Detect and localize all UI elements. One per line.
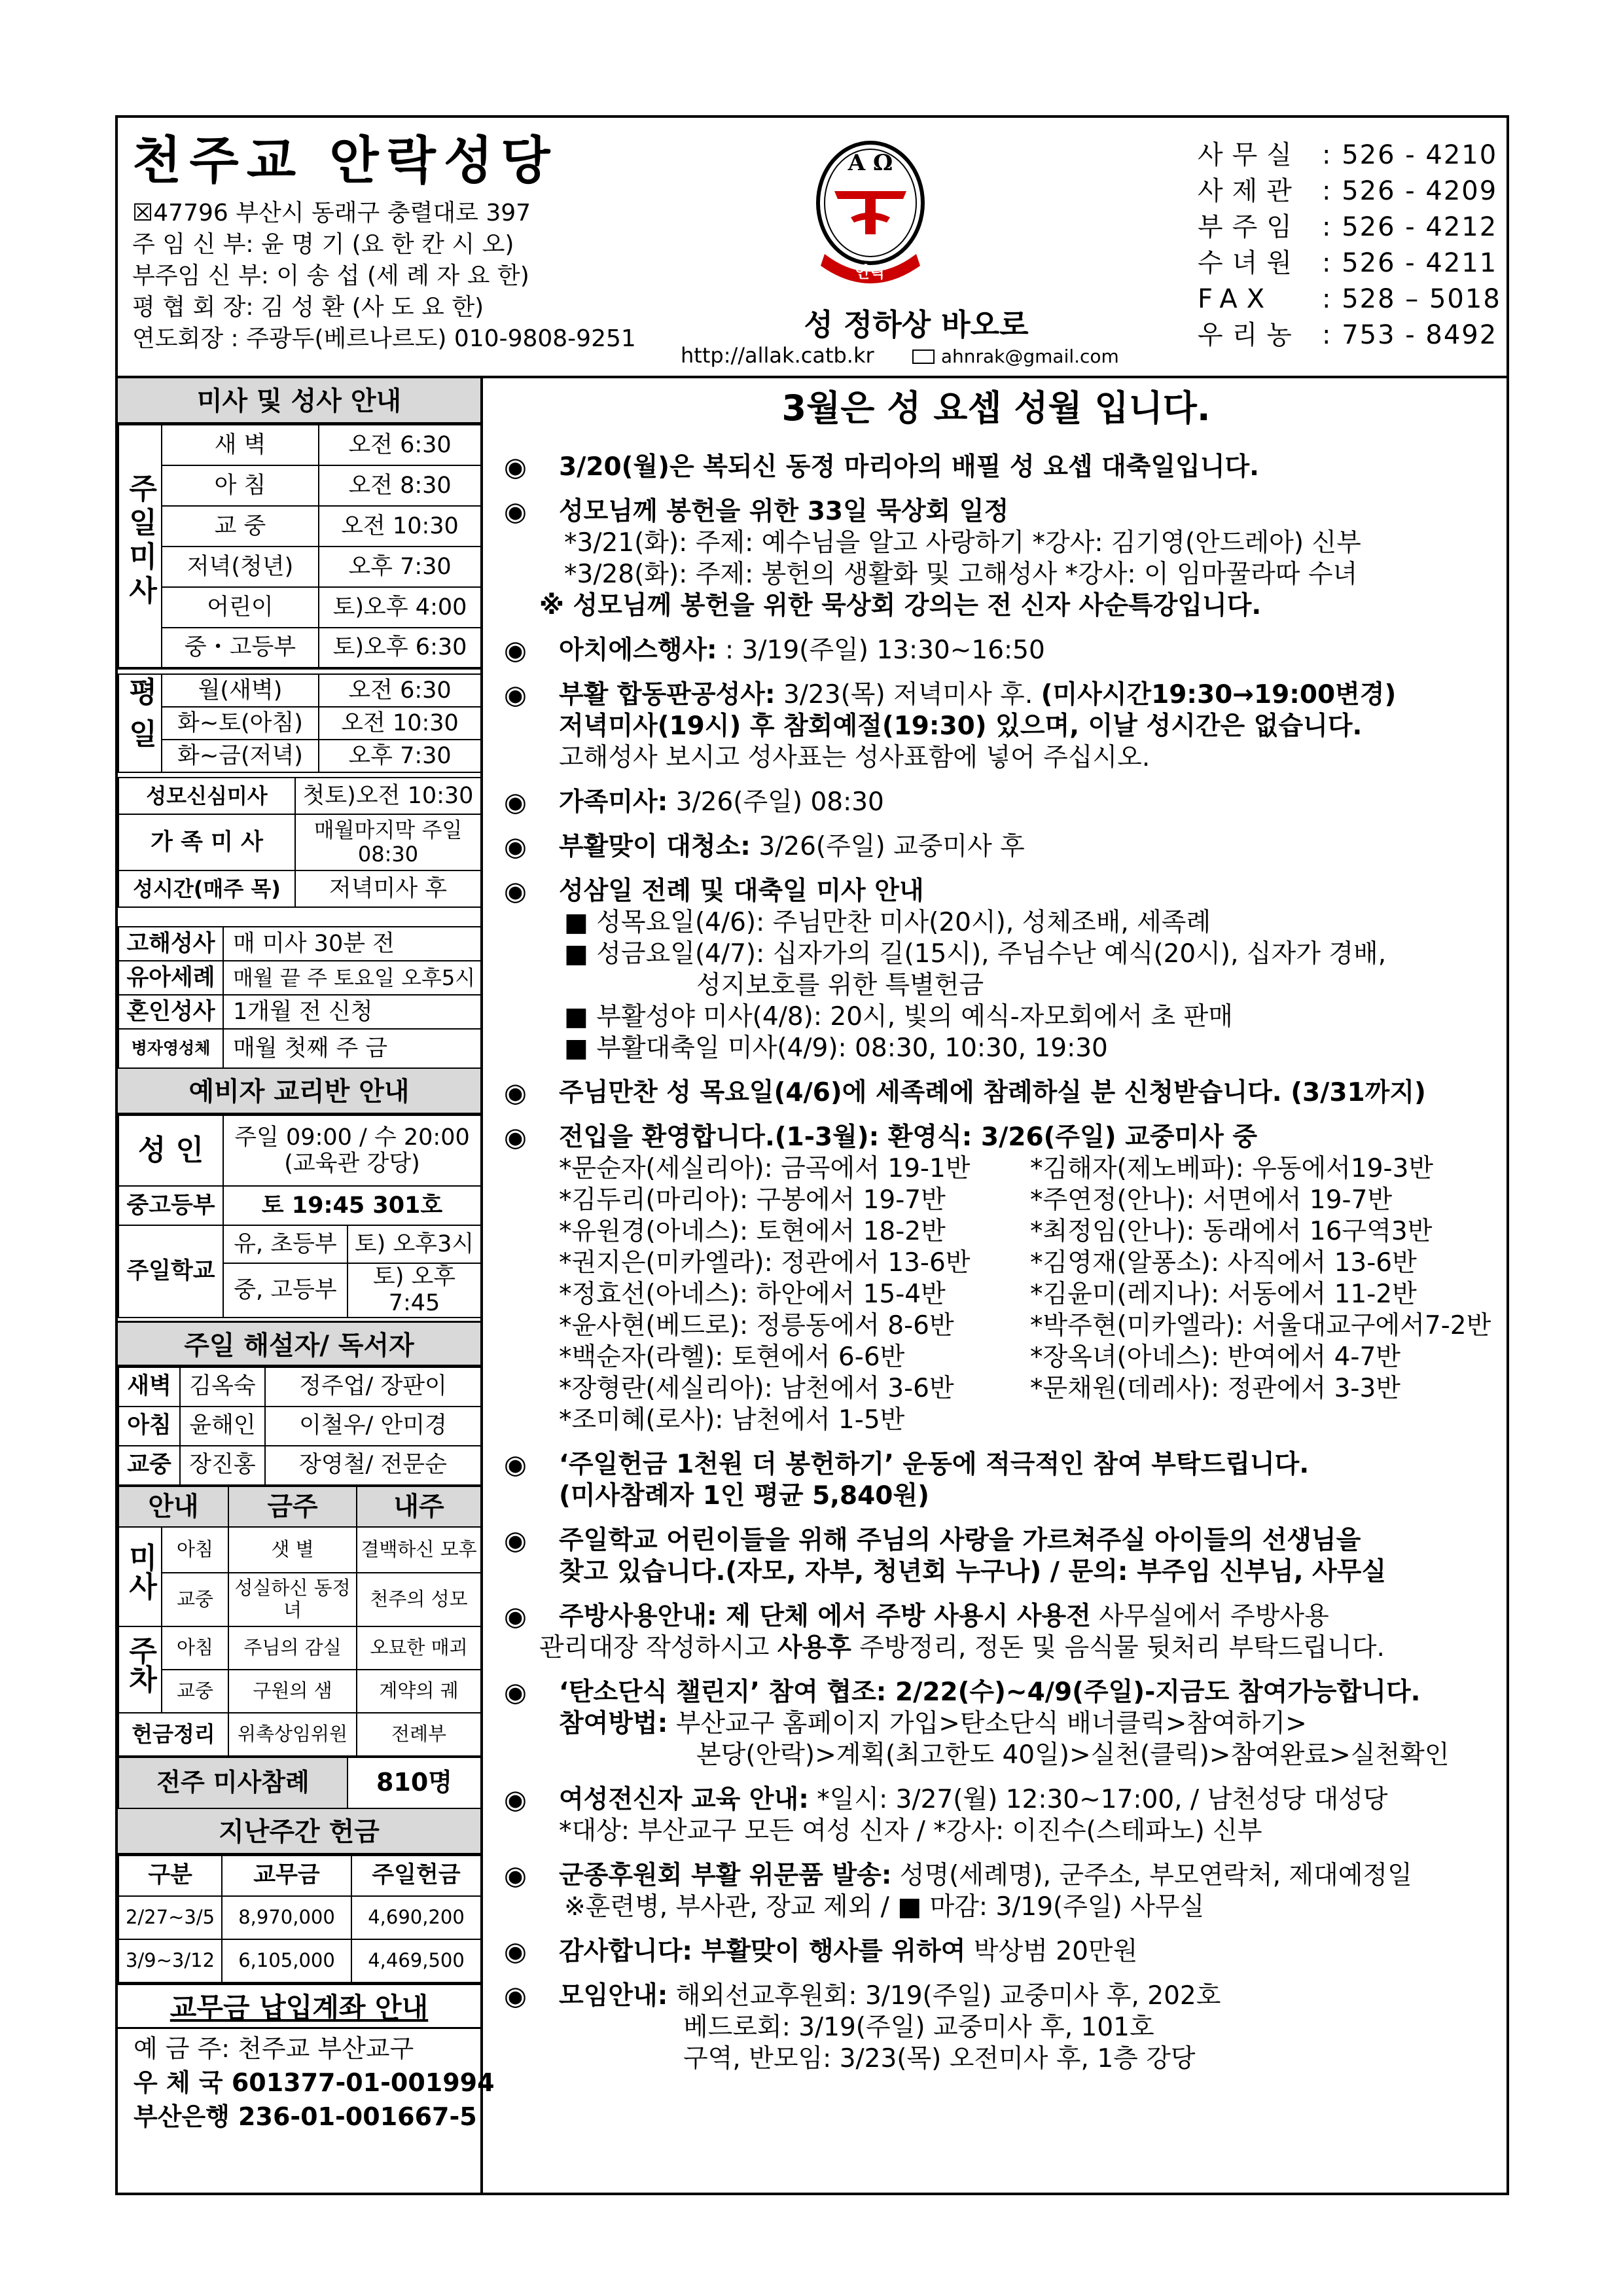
offering-duty-label: 헌금정리 bbox=[118, 1713, 228, 1756]
hymn-group-label: 미사 bbox=[118, 1527, 162, 1626]
contact-row: FAX : 528 – 5018 bbox=[1198, 284, 1501, 314]
mass-name: 교 중 bbox=[162, 506, 319, 547]
commentator: 장진홍 bbox=[180, 1446, 265, 1485]
hymn-this-week: 성실하신 동정녀 bbox=[228, 1573, 357, 1626]
newcomer-row bbox=[559, 1405, 1507, 1436]
hymn-header: 안내 bbox=[118, 1486, 228, 1527]
commentator: 김옥숙 bbox=[180, 1367, 265, 1407]
readers: 이철우/ 안미경 bbox=[265, 1407, 481, 1446]
staff-pastor: 주 임 신 부: 윤 명 기 (요 한 칸 시 오) bbox=[132, 231, 514, 258]
newcomer-left: *김두리(마리아): 구봉에서 19-7반 bbox=[559, 1185, 946, 1215]
svg-text:Α Ω: Α Ω bbox=[847, 150, 893, 176]
middle-value: 토 19:45 301호 bbox=[223, 1186, 481, 1225]
commentator: 윤해인 bbox=[180, 1407, 265, 1446]
commentator-table bbox=[118, 1367, 482, 1486]
newcomer-right: *최정임(안나): 동래에서 16구역3반 bbox=[1030, 1217, 1433, 1246]
newcomer-row bbox=[559, 1185, 1507, 1216]
mass-name: 새 벽 bbox=[162, 425, 319, 465]
newcomer-row bbox=[559, 1342, 1507, 1373]
offering-header: 교무금 bbox=[222, 1856, 351, 1896]
hymn-header: 내주 bbox=[357, 1486, 481, 1527]
mass-label: 아침 bbox=[118, 1407, 180, 1446]
special-mass-name: 성모신심미사 bbox=[118, 778, 295, 814]
newcomer-row bbox=[559, 1279, 1507, 1310]
sacrament-value: 매월 끝 주 토요일 오후5시 bbox=[223, 961, 481, 995]
adult-value: 주일 09:00 / 수 20:00 (교육관 강당) bbox=[223, 1115, 481, 1186]
notice-item: ◉ 주방사용안내: 제 단체 에서 주방 사용시 사용전 사무실에서 주방사용 관리대장 작성하시고 사용후 주방정리, 정돈 및 음식물 뒷처리 부탁드립니다. bbox=[499, 1601, 1507, 1664]
contact-row: 우리농 : 753 - 8492 bbox=[1198, 320, 1498, 350]
sunday-mass-label: 주일미사 bbox=[118, 425, 162, 668]
mass-name: 어린이 bbox=[162, 587, 319, 628]
account-line: 부산은행 236-01-001667-5 bbox=[134, 2102, 477, 2131]
newcomer-list bbox=[559, 1153, 1507, 1436]
notice-item: ◉ 부활 합동판공성사: 3/23(목) 저녁미사 후. (미사시간19:30→19:00변경) 저녁미사(19시) 후 참회예절(19:30) 있으며, 이날 성시간은 없습니다. 고해성사 보시고 성사표는 성사표함에 넣어 주십시오. bbox=[499, 679, 1507, 774]
readers: 장영철/ 전문순 bbox=[265, 1446, 481, 1485]
mass-time: 오전 6:30 bbox=[319, 674, 481, 707]
catechumen-title: 예비자 교리반 안내 bbox=[118, 1069, 480, 1115]
newcomer-right: *김해자(제노베파): 우동에서19-3반 bbox=[1030, 1154, 1434, 1183]
mass-name: 저녁(청년) bbox=[162, 547, 319, 587]
address: ☒47796 부산시 동래구 충렬대로 397 bbox=[132, 200, 531, 226]
notice-item: ◉ ‘주일헌금 1천원 더 봉헌하기’ 운동에 적극적인 참여 부탁드립니다. (미사참례자 1인 평균 5,840원) bbox=[499, 1449, 1507, 1512]
account-line: 예 금 주: 천주교 부산교구 bbox=[134, 2034, 414, 2063]
offering-table bbox=[118, 1855, 482, 1983]
staff-council: 평 협 회 장: 김 성 환 (사 도 요 한) bbox=[132, 294, 484, 321]
notice-item: ◉ 여성전신자 교육 안내: *일시: 3/27(월) 12:30~17:00, / 남천성당 대성당 *대상: 부산교구 모든 여성 신자 / *강사: 이진수(스테파노) 신부 bbox=[499, 1784, 1507, 1847]
mass-label: 교중 bbox=[118, 1446, 180, 1485]
special-mass-name: 가 족 미 사 bbox=[118, 814, 295, 870]
sacrament-name: 혼인성사 bbox=[118, 995, 223, 1029]
newcomer-right: *주연정(안나): 서면에서 19-7반 bbox=[1030, 1185, 1393, 1215]
sacrament-name: 고해성사 bbox=[118, 927, 223, 961]
newcomer-left: *조미혜(로사): 남천에서 1-5반 bbox=[559, 1405, 905, 1435]
header bbox=[118, 118, 1507, 378]
mass-time: 오전 8:30 bbox=[319, 465, 481, 506]
special-mass-time: 매월마지막 주일 08:30 bbox=[295, 814, 481, 870]
notice-item: ◉ 가족미사: 3/26(주일) 08:30 bbox=[499, 787, 1507, 818]
offering-sunday: 4,469,500 bbox=[351, 1939, 481, 1982]
sunday-school-label: 주일학교 bbox=[118, 1225, 223, 1318]
account-title: 교무금 납입계좌 안내 bbox=[118, 1983, 480, 2029]
hymn-this-week: 샛 별 bbox=[228, 1527, 357, 1573]
special-mass-name: 성시간(매주 목) bbox=[118, 870, 295, 907]
offering-dues: 8,970,000 bbox=[222, 1896, 351, 1939]
newcomer-right: *장옥녀(아네스): 반여에서 4-7반 bbox=[1030, 1342, 1400, 1372]
website-link[interactable]: http://allak.catb.kr bbox=[681, 343, 874, 368]
offering-dues: 6,105,000 bbox=[222, 1939, 351, 1982]
sunday-mass-table bbox=[118, 424, 482, 670]
catechumen-table bbox=[118, 1115, 482, 1318]
mass-schedule-title: 미사 및 성사 안내 bbox=[118, 378, 480, 424]
notice-item: ◉ 모임안내: 해외선교후원회: 3/19(주일) 교중미사 후, 202호 베드로회: 3/19(주일) 교중미사 후, 101호 구역, 반모임: 3/23(목) 오전미사 후, 1층 강당 bbox=[499, 1981, 1507, 2075]
contact-row: 부주임 : 526 - 4212 bbox=[1198, 212, 1498, 242]
school-group: 유, 초등부 bbox=[223, 1225, 348, 1263]
newcomer-right: *김윤미(레지나): 서동에서 11-2반 bbox=[1030, 1280, 1417, 1309]
special-mass-table bbox=[118, 777, 482, 908]
adult-label: 성 인 bbox=[118, 1115, 223, 1186]
mass-time: 오후 7:30 bbox=[319, 547, 481, 587]
mass-time: 오전 6:30 bbox=[319, 425, 481, 465]
notice-item: ◉ 3/20(월)은 복되신 동정 마리아의 배필 성 요셉 대축일입니다. bbox=[499, 452, 1507, 483]
hymn-mass: 아침 bbox=[162, 1527, 228, 1573]
parish-info bbox=[132, 130, 721, 355]
weekday-mass-label: 평일 bbox=[118, 674, 162, 772]
staff-assistant: 부주임 신 부: 이 송 섭 (세 례 자 요 한) bbox=[132, 262, 529, 289]
notices-title: 3월은 성 요셉 성월 입니다. bbox=[781, 387, 1211, 429]
bulletin-frame bbox=[115, 115, 1509, 2195]
attendance-label: 전주 미사참례 bbox=[118, 1757, 348, 1808]
notices-panel bbox=[486, 378, 1507, 2195]
notice-item: ◉ 군종후원회 부활 위문품 발송: 성명(세례명), 군주소, 부모연락처, 제대예정일 ※훈련병, 부사관, 장교 제외 / ■ 마감: 3/19(주일) 사무실 bbox=[499, 1860, 1507, 1923]
middle-label: 중고등부 bbox=[118, 1186, 223, 1225]
sacrament-value: 1개월 전 신청 bbox=[223, 995, 481, 1029]
mass-name: 아 침 bbox=[162, 465, 319, 506]
left-panel bbox=[118, 378, 495, 2195]
notice-item: ◉ 아치에스행사: : 3/19(주일) 13:30~16:50 bbox=[499, 635, 1507, 666]
school-time: 토) 오후7:45 bbox=[348, 1263, 481, 1318]
sacrament-value: 매 미사 30분 전 bbox=[223, 927, 481, 961]
offering-period: 3/9~3/12 bbox=[118, 1939, 222, 1982]
newcomer-left: *백순자(라헬): 토현에서 6-6반 bbox=[559, 1342, 905, 1372]
hymn-header: 금주 bbox=[228, 1486, 357, 1527]
newcomer-right: *문채원(데레사): 정관에서 3-3반 bbox=[1030, 1374, 1400, 1403]
mass-name: 화~토(아침) bbox=[162, 707, 319, 740]
notice-item: ◉ 성모님께 봉헌을 위한 33일 묵상회 일정 *3/21(화): 주제: 예수님을 알고 사랑하기 *강사: 김기영(안드레아) 신부 *3/28(화): 주제: 봉헌의 생활화 및 고해성사 *강사: 이 임마꿀라따 수녀 ※ 성모님께 봉헌을 위한 묵상회 강의는 전 신자 사순특강입니다. bbox=[499, 496, 1507, 622]
readers: 정주업/ 장판이 bbox=[265, 1367, 481, 1407]
hymn-mass: 교중 bbox=[162, 1670, 228, 1713]
account-line: 우 체 국 601377-01-001994 bbox=[134, 2068, 495, 2097]
special-mass-time: 첫토)오전 10:30 bbox=[295, 778, 481, 814]
offering-title: 지난주간 헌금 bbox=[118, 1809, 480, 1855]
newcomer-row bbox=[559, 1373, 1507, 1405]
hymn-this-week: 주님의 감실 bbox=[228, 1626, 357, 1670]
notice-item: ◉ 주님만찬 성 목요일(4/6)에 세족례에 참례하실 분 신청받습니다. (3/31까지) bbox=[499, 1077, 1507, 1109]
mass-name: 중・고등부 bbox=[162, 628, 319, 668]
offering-header: 구분 bbox=[118, 1856, 222, 1896]
weekday-mass-table bbox=[118, 673, 482, 773]
sacrament-table bbox=[118, 926, 482, 1069]
web-contact bbox=[681, 343, 1270, 368]
envelope-icon bbox=[912, 350, 935, 364]
newcomer-row bbox=[559, 1247, 1507, 1279]
hymn-mass: 교중 bbox=[162, 1573, 228, 1626]
parish-logo-icon bbox=[805, 126, 936, 302]
notice-item: ◉ 전입을 환영합니다.(1-3월): 환영식: 3/26(주일) 교중미사 중 *문순자(세실리아): 금곡에서 19-1반 *김해자(제노베파): 우동에서19-3반 *김두리(마리아): 구봉에서 19-7반 *주연정(안나): 서면에서 19-7반 *유원경(아네스): 토현에서 18-2반 *최정임(안나): 동래에서 16구역3반 *권지은(미카엘라): 정관에서 13-6반 *김영재(알퐁소): 사직에서 13-6반 *정효선(아네스): 하안에서 15-4반 *김윤미(레지나): 서동에서 11-2반 *윤사현(베드로): 정릉동에서 8-6반 *박주현(미카엘라): 서울대교구에서7-2반 *백순자(라헬): 토현에서 6-6반 *장옥녀(아네스): 반여에서 4-7반 *장형란(세실리아): 남천에서 3-6반 *문채원(데레사): 정관에서 3-3반 *조미혜(로사): 남천에서 1-5반 bbox=[499, 1122, 1507, 1436]
offering-period: 2/27~3/5 bbox=[118, 1896, 222, 1939]
newcomer-left: *유원경(아네스): 토현에서 18-2반 bbox=[559, 1217, 946, 1246]
newcomer-row bbox=[559, 1153, 1507, 1185]
contact-row: 수녀원 : 526 - 4211 bbox=[1198, 248, 1498, 278]
newcomer-left: *문순자(세실리아): 금곡에서 19-1반 bbox=[559, 1154, 971, 1183]
contact-row: 사무실 : 526 - 4210 bbox=[1198, 140, 1498, 170]
hymn-next-week: 천주의 성모 bbox=[357, 1573, 481, 1626]
notice-item: ◉ 성삼일 전례 및 대축일 미사 안내 ■ 성목요일(4/6): 주님만찬 미사(20시), 성체조배, 세족례 ■ 성금요일(4/7): 십자가의 길(15시), 주님수난 예식(20시), 십자가 경배, 성지보호를 위한 특별헌금 ■ 부활성야 미사(4/8): 20시, 빛의 예식-자모회에서 초 판매 ■ 부활대축일 미사(4/9): 08:30, 10:30, 19:30 bbox=[499, 876, 1507, 1064]
email-link[interactable]: ahnrak@gmail.com bbox=[940, 346, 1119, 367]
account-info bbox=[118, 2029, 495, 2134]
hymn-table bbox=[118, 1486, 482, 1757]
commentator-title: 주일 해설자/ 독서자 bbox=[118, 1321, 480, 1367]
mass-time: 오전 10:30 bbox=[319, 506, 481, 547]
newcomer-row bbox=[559, 1310, 1507, 1342]
phone-directory bbox=[1198, 137, 1505, 353]
hymn-next-week: 결백하신 모후 bbox=[357, 1527, 481, 1573]
offering-duty-this-week: 위촉상임위원 bbox=[228, 1713, 357, 1756]
patron-saint: 성 정하상 바오로 bbox=[804, 307, 1029, 342]
newcomer-left: *권지은(미카엘라): 정관에서 13-6반 bbox=[559, 1248, 971, 1278]
newcomer-right: *김영재(알퐁소): 사직에서 13-6반 bbox=[1030, 1248, 1417, 1278]
attendance-table bbox=[118, 1757, 482, 1809]
newcomer-row bbox=[559, 1216, 1507, 1247]
hymn-group-label: 주차 bbox=[118, 1626, 162, 1713]
mass-label: 새벽 bbox=[118, 1367, 180, 1407]
hymn-this-week: 구원의 샘 bbox=[228, 1670, 357, 1713]
sacrament-name: 병자영성체 bbox=[118, 1029, 223, 1068]
hymn-mass: 아침 bbox=[162, 1626, 228, 1670]
notice-item: ◉ ‘탄소단식 챌린지’ 참여 협조: 2/22(수)~4/9(주일)-지금도 참여가능합니다. 참여방법: 부산교구 홈페이지 가입>탄소단식 배너클릭>참여하기> 본당(안락)>계획(최고한도 40일)>실천(클릭)>참여완료>실천확인 bbox=[499, 1677, 1507, 1771]
mass-time: 오전 10:30 bbox=[319, 707, 481, 740]
contact-row: 사제관 : 526 - 4209 bbox=[1198, 176, 1498, 206]
hymn-next-week: 오묘한 매괴 bbox=[357, 1626, 481, 1670]
newcomer-left: *정효선(아네스): 하안에서 15-4반 bbox=[559, 1280, 946, 1309]
mass-time: 토)오후 4:00 bbox=[319, 587, 481, 628]
staff-yeondo: 연도회장 : 주광두(베르나르도) 010-9808-9251 bbox=[132, 325, 636, 352]
mass-name: 월(새벽) bbox=[162, 674, 319, 707]
notice-item: ◉ 감사합니다: 부활맞이 행사를 위하여 박상범 20만원 bbox=[499, 1936, 1507, 1967]
school-time: 토) 오후3시 bbox=[348, 1225, 481, 1263]
notice-item: ◉ 부활맞이 대청소: 3/26(주일) 교중미사 후 bbox=[499, 831, 1507, 863]
newcomer-left: *윤사현(베드로): 정릉동에서 8-6반 bbox=[559, 1311, 954, 1340]
sacrament-name: 유아세례 bbox=[118, 961, 223, 995]
parish-name: 천주교 안락성당 bbox=[132, 132, 558, 190]
newcomer-left: *장형란(세실리아): 남천에서 3-6반 bbox=[559, 1374, 954, 1403]
attendance-value: 810명 bbox=[348, 1757, 481, 1808]
mass-name: 화~금(저녁) bbox=[162, 740, 319, 772]
offering-header: 주일헌금 bbox=[351, 1856, 481, 1896]
school-group: 중, 고등부 bbox=[223, 1263, 348, 1318]
offering-duty-next-week: 전례부 bbox=[357, 1713, 481, 1756]
hymn-next-week: 계약의 궤 bbox=[357, 1670, 481, 1713]
special-mass-time: 저녁미사 후 bbox=[295, 870, 481, 907]
sacrament-value: 매월 첫째 주 금 bbox=[223, 1029, 481, 1068]
mass-time: 오후 7:30 bbox=[319, 740, 481, 772]
logo-text: 안락 bbox=[855, 263, 886, 281]
notice-item: ◉ 주일학교 어린이들을 위해 주님의 사랑을 가르쳐주실 아이들의 선생님을 찾고 있습니다.(자모, 자부, 청년회 누구나) / 문의: 부주임 신부님, 사무실 bbox=[499, 1525, 1507, 1588]
newcomer-right: *박주현(미카엘라): 서울대교구에서7-2반 bbox=[1030, 1311, 1491, 1340]
offering-sunday: 4,690,200 bbox=[351, 1896, 481, 1939]
mass-time: 토)오후 6:30 bbox=[319, 628, 481, 668]
